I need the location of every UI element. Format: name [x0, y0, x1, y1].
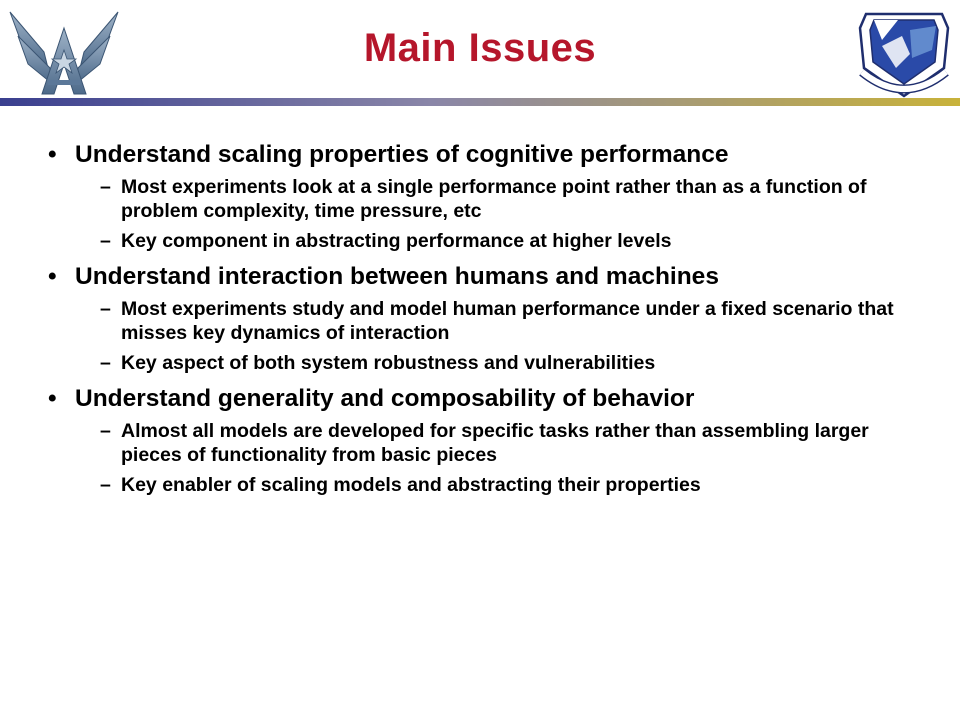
afosr-shield-logo — [852, 6, 956, 102]
sub-bullet-item: – Almost all models are developed for specific tasks rather than assembling larger pieces of functionality from basic pieces — [48, 419, 928, 467]
slide-title: Main Issues — [363, 26, 597, 70]
bullet-group — [48, 140, 928, 253]
sub-bullet-item: – Key aspect of both system robustness and vulnerabilities — [48, 351, 928, 375]
bullet-item: • Understand interaction between humans and machines — [48, 262, 928, 291]
sub-bullet-item: – Key component in abstracting performance at higher levels — [48, 229, 928, 253]
header-rule — [0, 98, 960, 106]
bullet-item: • Understand generality and composability of behavior — [48, 384, 928, 413]
sub-bullet-item: – Key enabler of scaling models and abstracting their properties — [48, 473, 928, 497]
sub-bullet-item: – Most experiments study and model human performance under a fixed scenario that misses key dynamics of interaction — [48, 297, 928, 345]
bullet-list — [48, 140, 928, 506]
bullet-group — [48, 262, 928, 375]
sub-bullet-item: – Most experiments look at a single performance point rather than as a function of problem complexity, time pressure, etc — [48, 175, 928, 223]
bullet-item: • Understand scaling properties of cognitive performance — [48, 140, 928, 169]
bullet-group — [48, 384, 928, 497]
